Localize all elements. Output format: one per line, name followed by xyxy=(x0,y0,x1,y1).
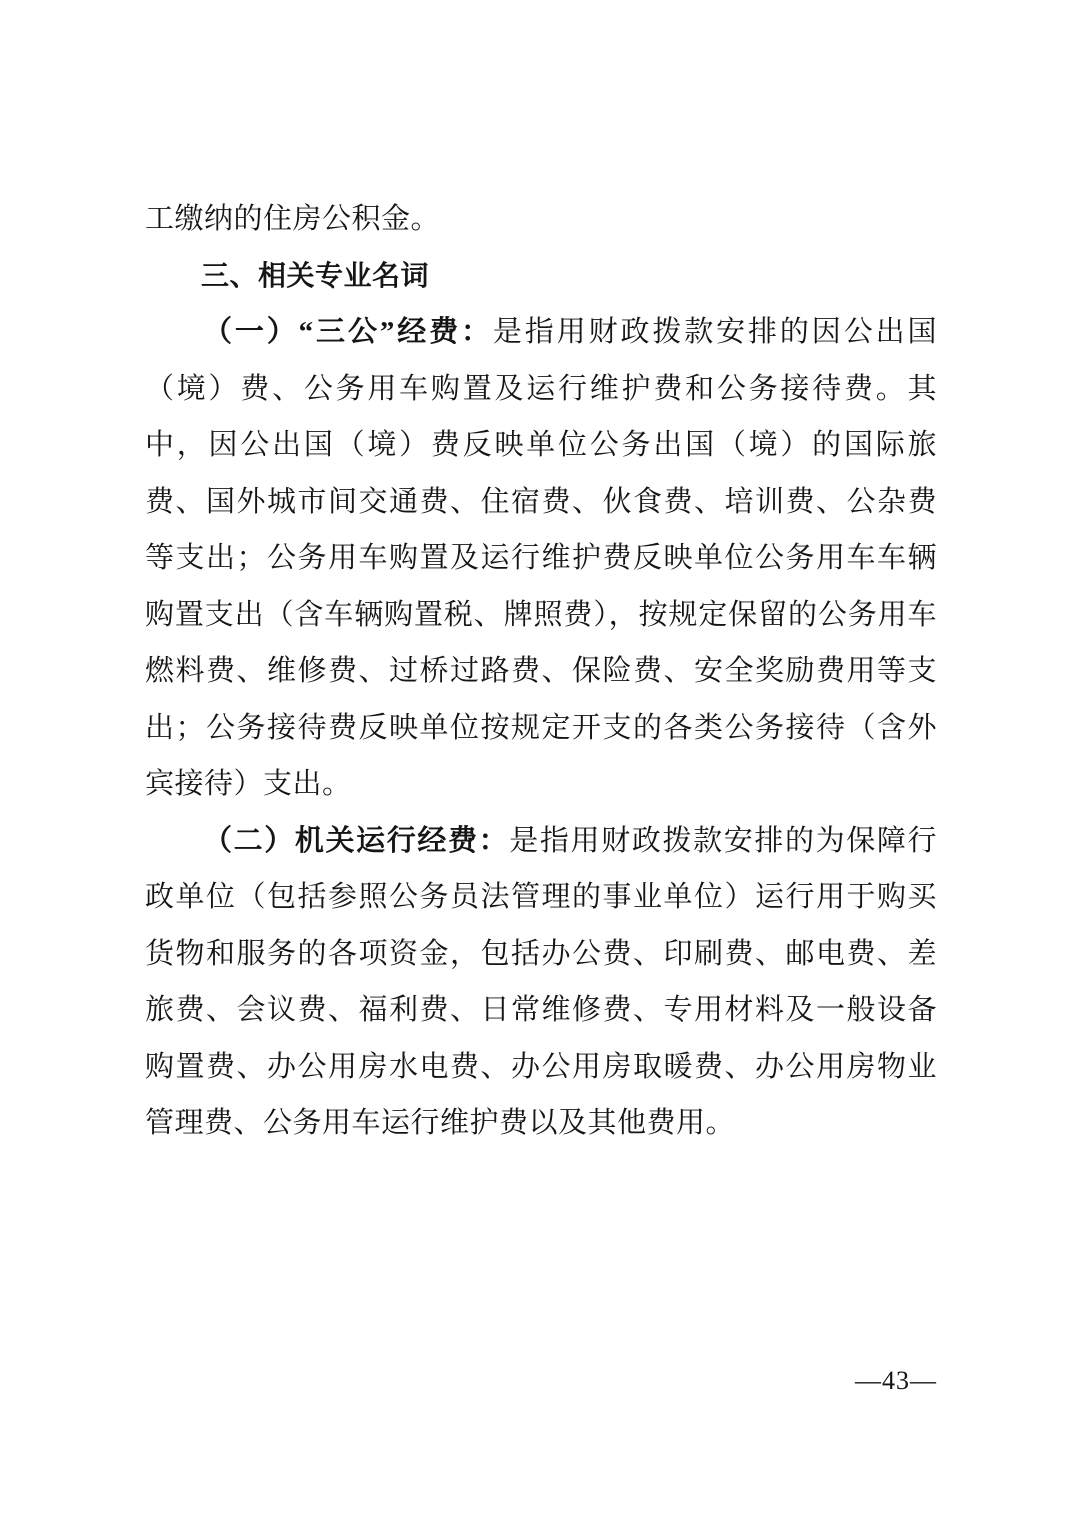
continued-paragraph-line: 工缴纳的住房公积金。 xyxy=(145,203,441,235)
term-lead-san-gong: （一）“三公”经费： xyxy=(203,316,493,348)
document-text-block xyxy=(145,191,937,1152)
paragraph-agency-operating-funds xyxy=(145,813,937,1152)
section-heading: 三、相关专业名词 xyxy=(201,259,430,291)
term-lead-agency-operating: （二）机关运行经费： xyxy=(203,824,510,857)
paragraph-body-san-gong: 是指用财政拨款安排的因公出国（境）费、公务用车购置及运行维护费和公务接待费。其中，因公出国（境）费反映单位公务出国（境）的国际旅费、国外城市间交通费、住宿费、伙食费、培训费、公杂费等支出；公务用车购置及运行维护费反映单位公务用车车辆购置支出（含车辆购置税、牌照费），按规定保留的公务用车燃料费、维修费、过桥过路费、保险费、安全奖励费用等支出；公务接待费反映单位按规定开支的各类公务接待（含外宾接待）支出。 xyxy=(145,316,937,800)
paragraph-body-agency-operating: 是指用财政拨款安排的为保障行政单位（包括参照公务员法管理的事业单位）运行用于购买货物和服务的各项资金，包括办公费、印刷费、邮电费、差旅费、会议费、福利费、日常维修费、专用材料及一般设备购置费、办公用房水电费、办公用房取暖费、办公用房物业管理费、公务用车运行维护费以及其他费用。 xyxy=(145,824,937,1139)
page-number: —43— xyxy=(855,1366,937,1395)
paragraph-san-gong-expenses xyxy=(145,304,937,813)
